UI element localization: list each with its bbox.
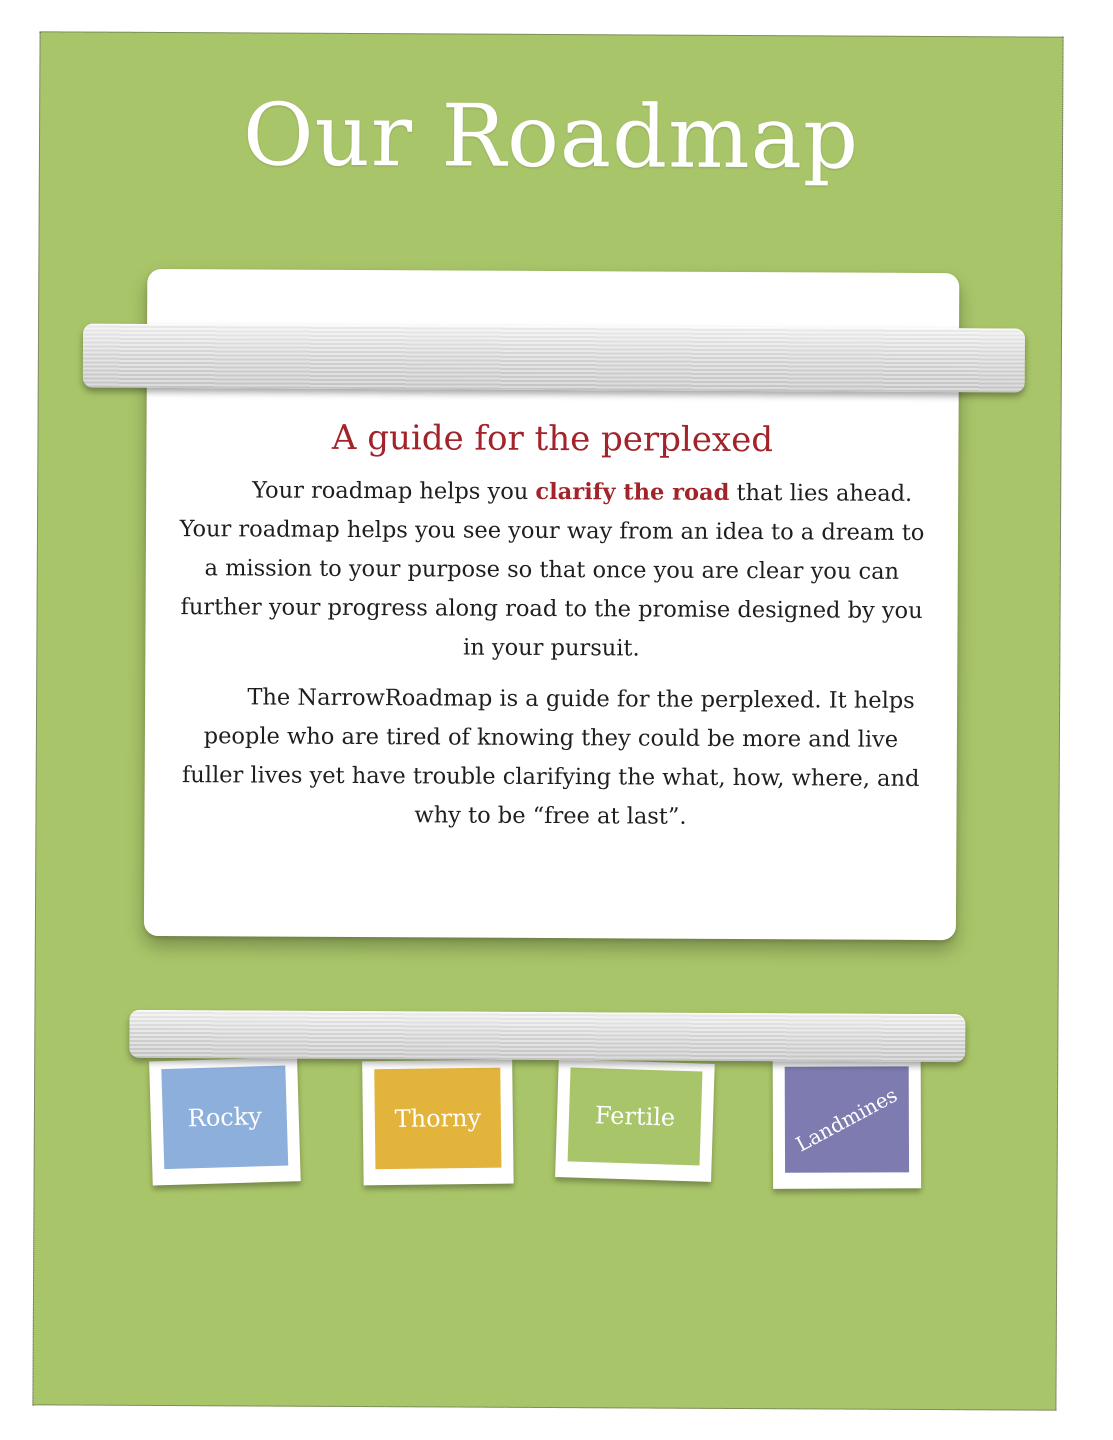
tag-landmines-label: Landmines: [792, 1082, 902, 1157]
tag-fertile-label: Fertile: [594, 1101, 676, 1132]
tag-landmines: [773, 1058, 921, 1189]
page-title: Our Roadmap: [242, 85, 860, 189]
tag-rocky-label: Rocky: [187, 1102, 263, 1133]
paragraph-1-start: Your roadmap helps you: [252, 477, 536, 505]
bottom-wood-bar: [129, 1010, 965, 1062]
card-body: [172, 471, 930, 850]
tag-landmines-swatch: [785, 1066, 909, 1172]
tag-rocky-swatch: [161, 1065, 288, 1169]
tag-rocky: [149, 1057, 301, 1185]
paragraph-1-emphasis: clarify the road: [535, 478, 730, 506]
roadmap-page: [32, 31, 1063, 1410]
top-wood-bar: [83, 324, 1025, 393]
paragraph-1: [173, 471, 930, 670]
tag-thorny: [362, 1060, 514, 1186]
tag-thorny-label: Thorny: [394, 1103, 482, 1133]
tag-fertile-swatch: [568, 1067, 703, 1165]
tag-thorny-swatch: [374, 1068, 501, 1170]
card-heading: A guide for the perplexed: [331, 417, 774, 461]
paragraph-2: The NarrowRoadmap is a guide for the perplexed. It helps people who are tired of knowing they could be more and live fuller lives yet have trouble clarifying the what, how, where, and why to be “free at last”.: [181, 684, 920, 830]
tag-fertile: [555, 1059, 715, 1182]
paragraph-1-end: that lies ahead. Your roadmap helps you see your way from an idea to a dream to a mission to your purpose so that once you are clear you can further your progress along road to the promise designed by you in your pursuit.: [179, 479, 925, 662]
